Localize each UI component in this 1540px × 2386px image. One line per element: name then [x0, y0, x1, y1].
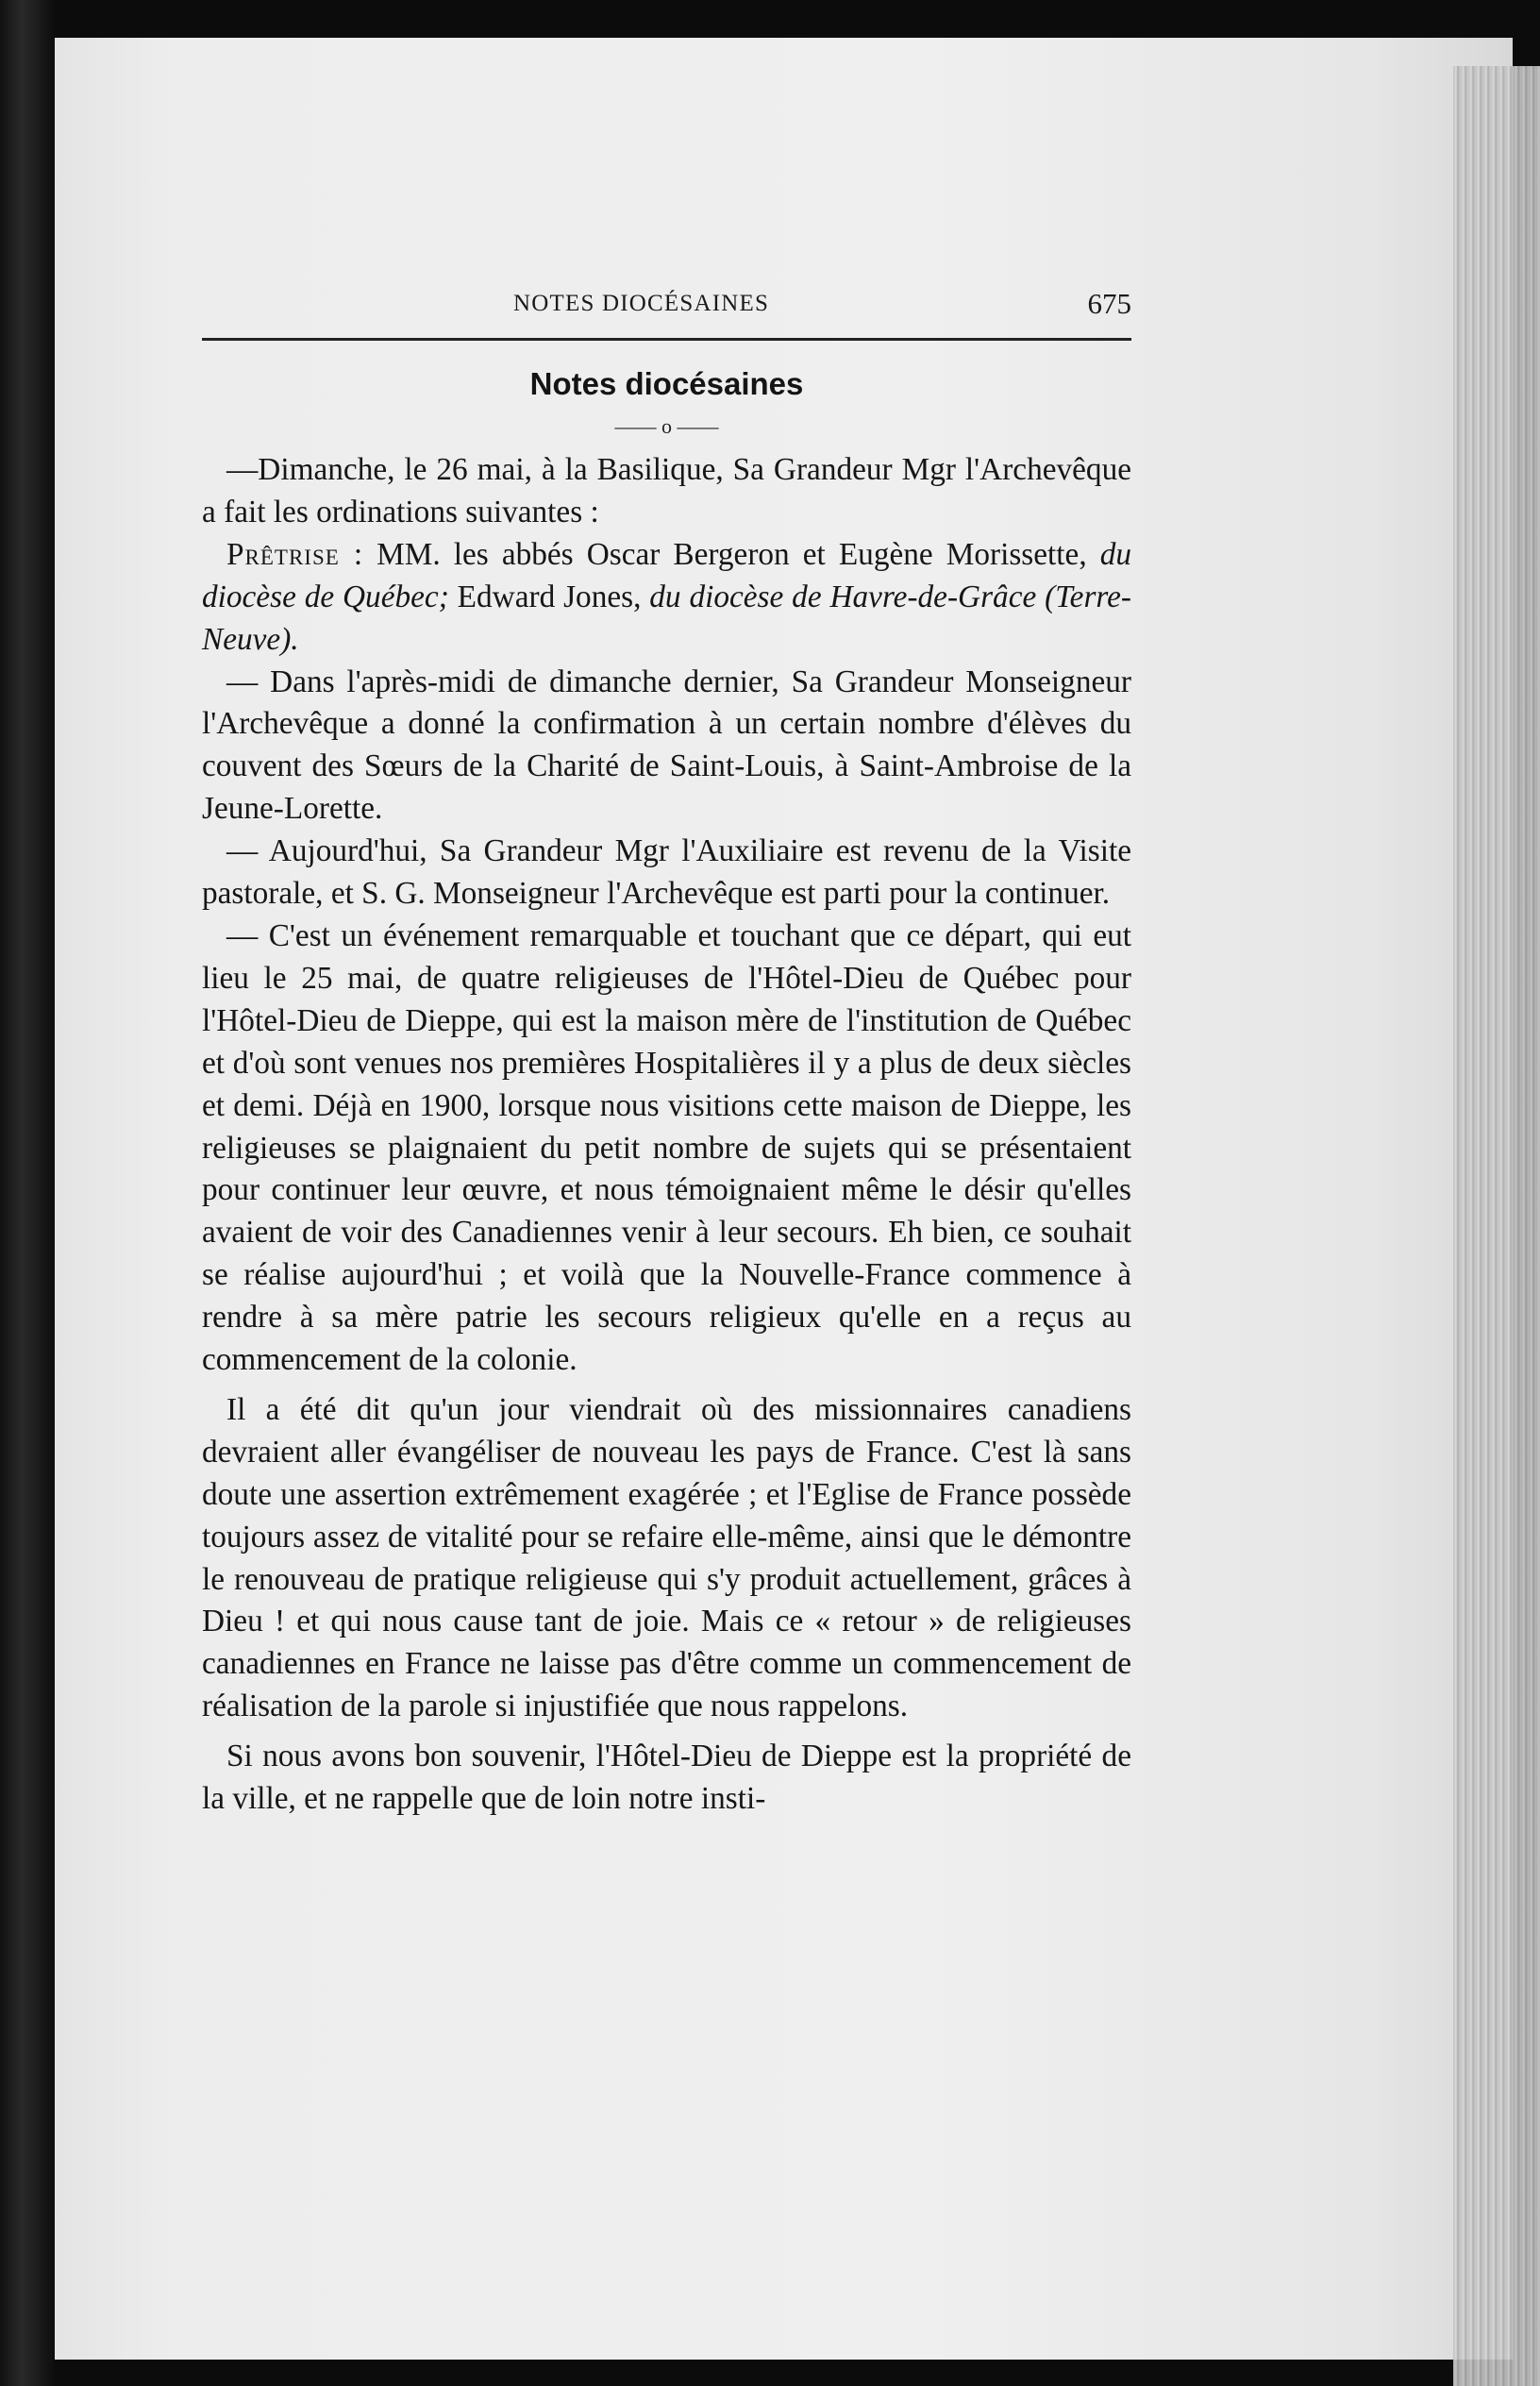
paragraph-ordinations: —Dimanche, le 26 mai, à la Basilique, Sa Grandeur Mgr l'Archevêque a fait les ordinations suivantes :: [202, 452, 1131, 529]
header-rule: [202, 338, 1131, 341]
pretrise-diocese-quebec: du diocèse de Québec;: [202, 536, 1131, 614]
paragraph-missionnaires: Il a été dit qu'un jour viendrait où des missionnaires canadiens devraient aller évangéliser de nouveau les pays de France. C'est là sans doute une assertion extrêmement exagérée ; et l'Eglise de France possède toujours assez de vitalité pour se refaire elle-même, ainsi que le démontre le renouveau de pratique religieuse qui s'y produit actuellement, grâces à Dieu ! et qui nous cause tant de joie. Mais ce « retour » de religieuses canadiennes en France ne laisse pas d'être comme un commencement de réalisation de la parole si injustifiée que nous rappelons.: [202, 1391, 1131, 1724]
paragraph-pretrise: [202, 534, 1131, 662]
pretrise-text-c: Edward Jones,: [448, 579, 650, 614]
section-title: Notes diocésaines: [529, 366, 804, 401]
running-title: NOTES DIOCÉSAINES: [513, 291, 770, 316]
paragraph-hotel-dieu-dieppe: Si nous avons bon souvenir, l'Hôtel-Dieu de Dieppe est la propriété de la ville, et ne rappelle que de loin notre insti-: [202, 1739, 1131, 1817]
pretrise-label: Prêtrise :: [226, 536, 364, 572]
article-body: [202, 449, 1131, 1821]
pretrise-text-a: MM. les abbés Oscar Bergeron et Eugène Morissette,: [363, 536, 1100, 572]
title-ornament: —— o ——: [614, 414, 719, 438]
paragraph-auxiliaire: — Aujourd'hui, Sa Grandeur Mgr l'Auxiliaire est revenu de la Visite pastorale, et S. G. Monseigneur l'Archevêque est parti pour la continuer.: [202, 833, 1131, 912]
paragraph-confirmation: — Dans l'après-midi de dimanche dernier, Sa Grandeur Monseigneur l'Archevêque a donné la confirmation à un certain nombre d'élèves du couvent des Sœurs de la Charité de Saint-Louis, à Saint-Ambroise de la Jeune-Lorette.: [202, 664, 1131, 827]
adjacent-page-edge: [0, 0, 55, 2386]
paragraph-depart-religieuses: — C'est un événement remarquable et touchant que ce départ, qui eut lieu le 25 mai, de quatre religieuses de l'Hôtel-Dieu de Québec pour l'Hôtel-Dieu de Dieppe, qui est la maison mère de l'institution de Québec et d'où sont venues nos premières Hospitalières il y a plus de deux siècles et demi. Déjà en 1900, lorsque nous visitions cette maison de Dieppe, les religieuses se plaignaient du petit nombre de sujets qui se présentaient pour continuer leur œuvre, et nous témoignaient même le désir qu'elles avaient de voir des Canadiennes venir à leur secours. Eh bien, ce souhait se réalise aujourd'hui ; et voilà que la Nouvelle-France commence à rendre à sa mère patrie les secours religieux qu'elle en a reçus au commencement de la colonie.: [202, 917, 1131, 1378]
page-number: 675: [1087, 287, 1131, 320]
pretrise-diocese-havre: du diocèse de Havre-de-Grâce (Terre-Neuve).: [202, 579, 1132, 657]
page-stack-edges: [1453, 66, 1540, 2386]
running-header: [202, 279, 1131, 330]
